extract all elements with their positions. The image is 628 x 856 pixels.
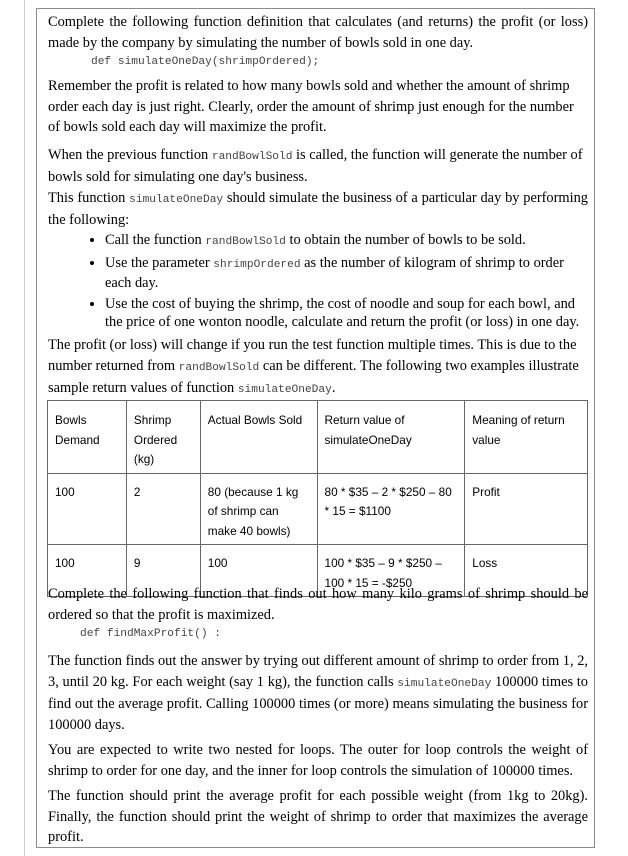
table-cell: Profit — [465, 473, 588, 545]
table-cell: 100 — [200, 545, 317, 597]
finds-out-paragraph: The function finds out the answer by trying out different amount of shrimp to order from 1, 2, 3, until 20 kg. For each weight (say 1 kg), the function calls simulateOneDay 100000 times to find out the average profit. Calling 100000 times (or more) means simulating the business for 100000 days. — [48, 653, 588, 733]
section-simulate-one-day — [48, 12, 588, 401]
table-cell: 100 — [48, 473, 127, 545]
header-cell-actual-bowls: Actual Bowls Sold — [200, 401, 317, 474]
text: should simulate the business of a particular day by performing the following: — [48, 189, 588, 228]
simulate-def-line: def simulateOneDay(shrimpOrdered); — [91, 56, 320, 68]
sample-values-table — [47, 400, 588, 597]
steps-list — [48, 232, 588, 332]
header-cell-meaning: Meaning of return value — [465, 401, 588, 474]
table-row — [48, 473, 588, 545]
print-paragraph: The function should print the average profit for each possible weight (from 1kg to 20kg). Finally, the function should print the weight of shrimp to order that maximizes the average profit. — [48, 788, 588, 845]
page-gutter-line — [24, 0, 25, 856]
profit-change-paragraph: The profit (or loss) will change if you run the test function multiple times. This is due to the number returned from randBowlSold can be different. The following two examples illustrate sample return values of function simulateOneDay. — [48, 337, 579, 396]
intro-paragraph: Complete the following function definition that calculates (and returns) the profit (or loss) made by the company by simulating the number of bowls sold in one day. — [48, 14, 588, 51]
header-cell-bowls-demand: Bowls Demand — [48, 401, 127, 474]
text: is called, the function will generate the number of bowls sold for simulating one day's business. — [48, 146, 583, 185]
table-cell: 9 — [126, 545, 200, 597]
list-item: • Call the function randBowlSold to obtain the number of bowls to be sold. — [105, 232, 588, 252]
table-cell: 80 (because 1 kg of shrimp can make 40 bowls) — [200, 473, 317, 545]
table-cell: 100 — [48, 545, 127, 597]
table-cell: 2 — [126, 473, 200, 545]
this-function-paragraph — [48, 188, 588, 231]
remember-paragraph: Remember the profit is related to how many bowls sold and whether the amount of shrimp order each day is just right. Clearly, order the amount of shrimp just enough for the number of bowls sold each day will maximize the profit. — [48, 78, 574, 135]
table-header-row — [48, 401, 588, 474]
header-cell-return-value: Return value of simulateOneDay — [317, 401, 465, 474]
text: When the previous function — [48, 146, 212, 163]
table-cell: 100 * $35 – 9 * $250 – 100 * 15 = -$250 — [317, 545, 465, 597]
list-item: • Use the cost of buying the shrimp, the cost of noodle and soup for each bowl, and the price of one wonton noodle, calculate and return the profit (or loss) in one day. — [105, 296, 588, 331]
find-max-profit-def-line: def findMaxProfit() : — [80, 628, 221, 640]
previous-function-paragraph — [48, 145, 588, 188]
complete-paragraph: Complete the following function that finds out how many kilo grams of shrimp should be ordered so that the profit is maximized. — [48, 586, 588, 623]
section-find-max-profit — [48, 584, 588, 848]
text: This function — [48, 189, 130, 206]
table-cell: 80 * $35 – 2 * $250 – 80 * 15 = $1100 — [317, 473, 465, 545]
inline-code: randBowlSold — [211, 150, 293, 163]
header-cell-shrimp-ordered: Shrimp Ordered (kg) — [126, 401, 200, 474]
nested-loops-paragraph: You are expected to write two nested for loops. The outer for loop controls the weight of shrimp to order for one day, and the inner for loop controls the simulation of 100000 times. — [48, 742, 588, 779]
table-cell: Loss — [465, 545, 588, 597]
inline-code: simulateOneDay — [129, 193, 224, 206]
list-item: • Use the parameter shrimpOrdered as the number of kilogram of shrimp to order each day. — [105, 255, 588, 292]
